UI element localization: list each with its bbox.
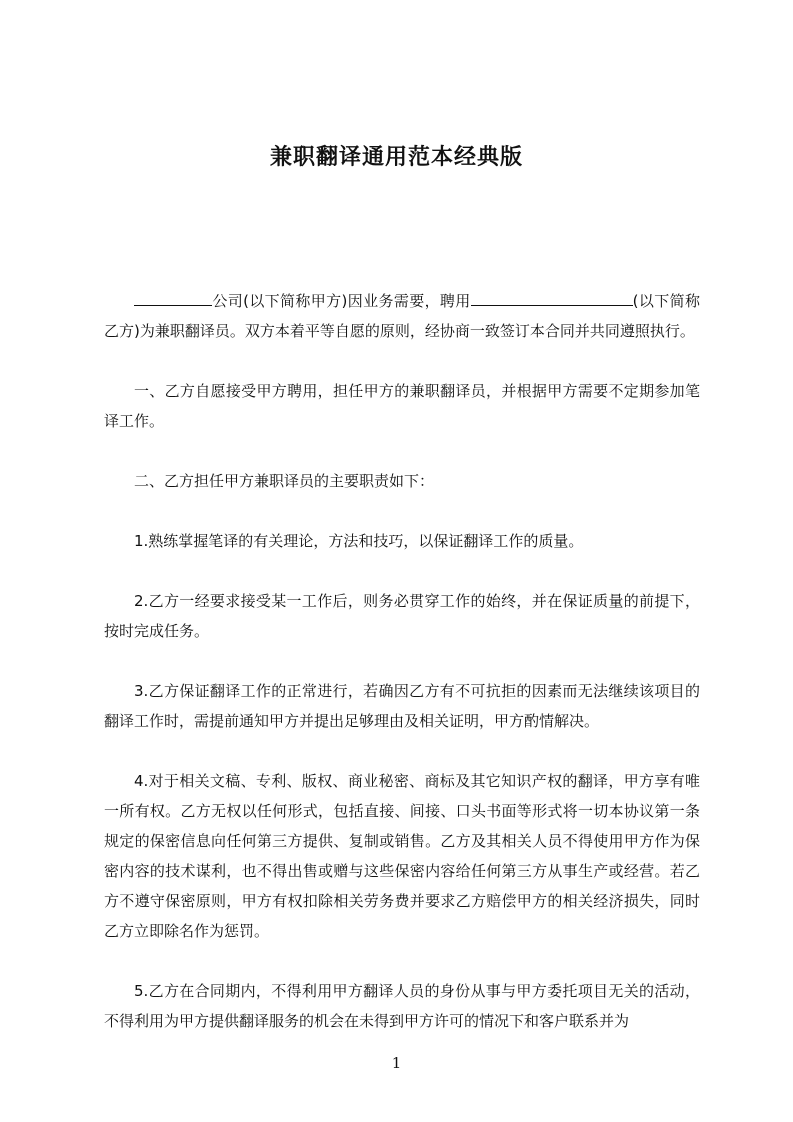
document-body <box>104 286 700 1036</box>
duty-item-2: 2.乙方一经要求接受某一工作后，则务必贯穿工作的始终，并在保证质量的前提下，按时完成任务。 <box>104 592 700 640</box>
clause-2-heading: 二、乙方担任甲方兼职译员的主要职责如下： <box>134 472 435 490</box>
intro-text-1: 公司(以下简称甲方)因业务需要，聘用 <box>212 292 471 310</box>
document-title: 兼职翻译通用范本经典版 <box>269 145 523 170</box>
intro-paragraph <box>104 286 700 346</box>
page-number: 1 <box>391 1054 402 1072</box>
duty-item-1: 1.熟练掌握笔译的有关理论，方法和技巧，以保证翻译工作的质量。 <box>134 532 584 550</box>
company-name-blank <box>134 291 212 306</box>
employee-name-blank <box>471 291 633 306</box>
duty-item-5: 5.乙方在合同期内，不得利用甲方翻译人员的身份从事与甲方委托项目无关的活动，不得利用为甲方提供翻译服务的机会在未得到甲方许可的情况下和客户联系并为 <box>104 982 700 1030</box>
duty-item-4: 4.对于相关文稿、专利、版权、商业秘密、商标及其它知识产权的翻译，甲方享有唯一所有权。乙方无权以任何形式，包括直接、间接、口头书面等形式将一切本协议第一条规定的保密信息向任何第三方提供、复制或销售。乙方及其相关人员不得使用甲方作为保密内容的技术谋利，也不得出售或赠与这些保密内容给任何第三方从事生产或经营。若乙方不遵守保密原则，甲方有权扣除相关劳务费并要求乙方赔偿甲方的相关经济损失，同时乙方立即除名作为惩罚。 <box>104 772 700 940</box>
clause-1: 一、乙方自愿接受甲方聘用，担任甲方的兼职翻译员，并根据甲方需要不定期参加笔译工作。 <box>104 382 700 430</box>
duty-item-3: 3.乙方保证翻译工作的正常进行，若确因乙方有不可抗拒的因素而无法继续该项目的翻译工作时，需提前通知甲方并提出足够理由及相关证明，甲方酌情解决。 <box>104 682 700 730</box>
intro-text-2: (以下简称乙方)为兼职翻译员。双方本着平等自愿的原则，经协商一致签订本合同并共同遵照执行。 <box>104 292 700 340</box>
